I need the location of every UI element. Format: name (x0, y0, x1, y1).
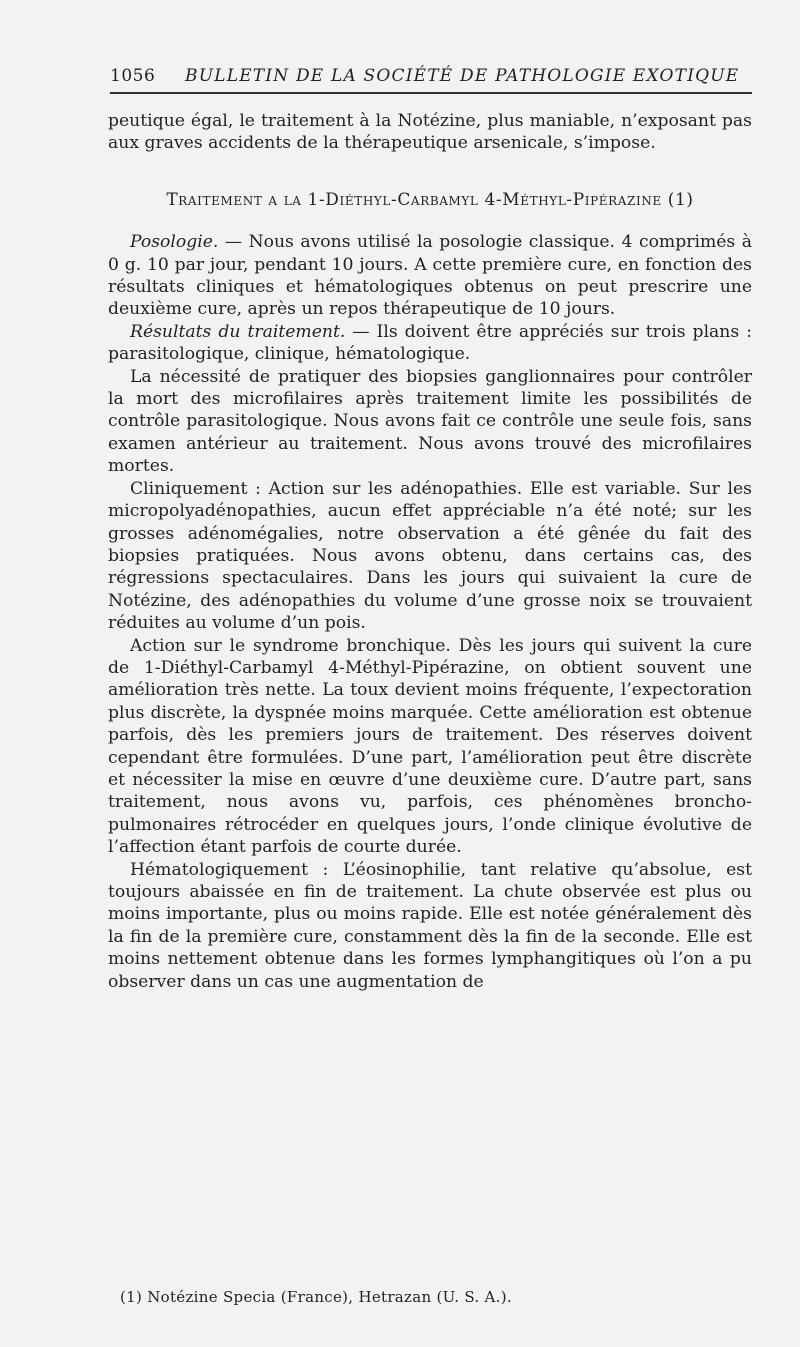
bronchial-syndrome-paragraph: Action sur le syndrome bronchique. Dès les jours qui suivent la cure de 1-Diéthyl-Carbamyl 4-Méthyl-Pipérazine, on obtient souvent une amélioration très nette. La toux devient moins fréquente, l’expectoration plus discrète, la dyspnée moins marquée. Cette amélioration est obtenue parfois, dès les premiers jours de traitement. Des réserves doivent cependant être formulées. D’une part, l’amélioration peut être discrète et nécessiter la mise en œuvre d’une deuxième cure. D’autre part, sans traitement, nous avons vu, parfois, ces phénomènes broncho-pulmonaires rétrocéder en quelques jours, l’onde clinique évolutive de l’affection étant parfois de courte durée. (108, 635, 752, 858)
results-text: — Ils doivent être appréciés sur trois plans : parasitologique, clinique, hématologique. (108, 321, 753, 365)
posology-text: — Nous avons utilisé la posologie classique. 4 comprimés à 0 g. 10 par jour, pendant 10 jours. A cette première cure, en fonction des résultats cliniques et hématologiques obtenus on peut prescrire une deuxième cure, après un repos thérapeutique de 10 jours. (108, 232, 752, 320)
running-title: BULLETIN DE LA SOCIÉTÉ DE PATHOLOGIE EXOTIQUE (185, 66, 740, 86)
page-header (110, 62, 752, 90)
hematology-paragraph: Hématologiquement : L’éosinophilie, tant relative qu’absolue, est toujours abaissée en fin de traitement. La chute observée est plus ou moins importante, plus ou moins rapide. Elle est notée généralement dès la fin de la première cure, constamment dès la fin de la seconde. Elle est moins nettement obtenue dans les formes lymphangitiques où l’on a pu observer dans un cas une augmentation de (108, 859, 752, 992)
footnote: (1) Notézine Specia (France), Hetrazan (U. S. A.). (120, 1288, 512, 1306)
opening-paragraph: peutique égal, le traitement à la Notézine, plus maniable, n’exposant pas aux graves accidents de la thérapeutique arsenicale, s’impose. (108, 111, 752, 154)
header-rule (110, 92, 752, 94)
page-number: 1056 (110, 66, 156, 86)
results-label: Résultats du traitement. (130, 321, 346, 342)
section-title: Traitement a la 1-Diéthyl-Carbamyl 4-Méthyl-Pipérazine (1) (166, 189, 694, 210)
body-text (108, 110, 752, 993)
posology-paragraph (108, 231, 752, 321)
clinical-adenopathy-paragraph: Cliniquement : Action sur les adénopathies. Elle est variable. Sur les micropolyadénopathies, aucun effet appréciable n’a été noté; sur les grosses adénomégalies, notre observation a été gênée du fait des biopsies pratiquées. Nous avons obtenu, dans certains cas, des régressions spectaculaires. Dans les jours qui suivaient la cure de Notézine, des adénopathies du volume d’une grosse noix se trouvaient réduites au volume d’un pois. (108, 478, 752, 634)
results-paragraph (108, 321, 752, 366)
parasitology-paragraph: La nécessité de pratiquer des biopsies ganglionnaires pour contrôler la mort des microfilaires après traitement limite les possibilités de contrôle parasitologique. Nous avons fait ce contrôle une seule fois, sans examen antérieur au traitement. Nous avons trouvé des microfilaires mortes. (108, 366, 752, 477)
posology-label: Posologie. (130, 232, 219, 253)
